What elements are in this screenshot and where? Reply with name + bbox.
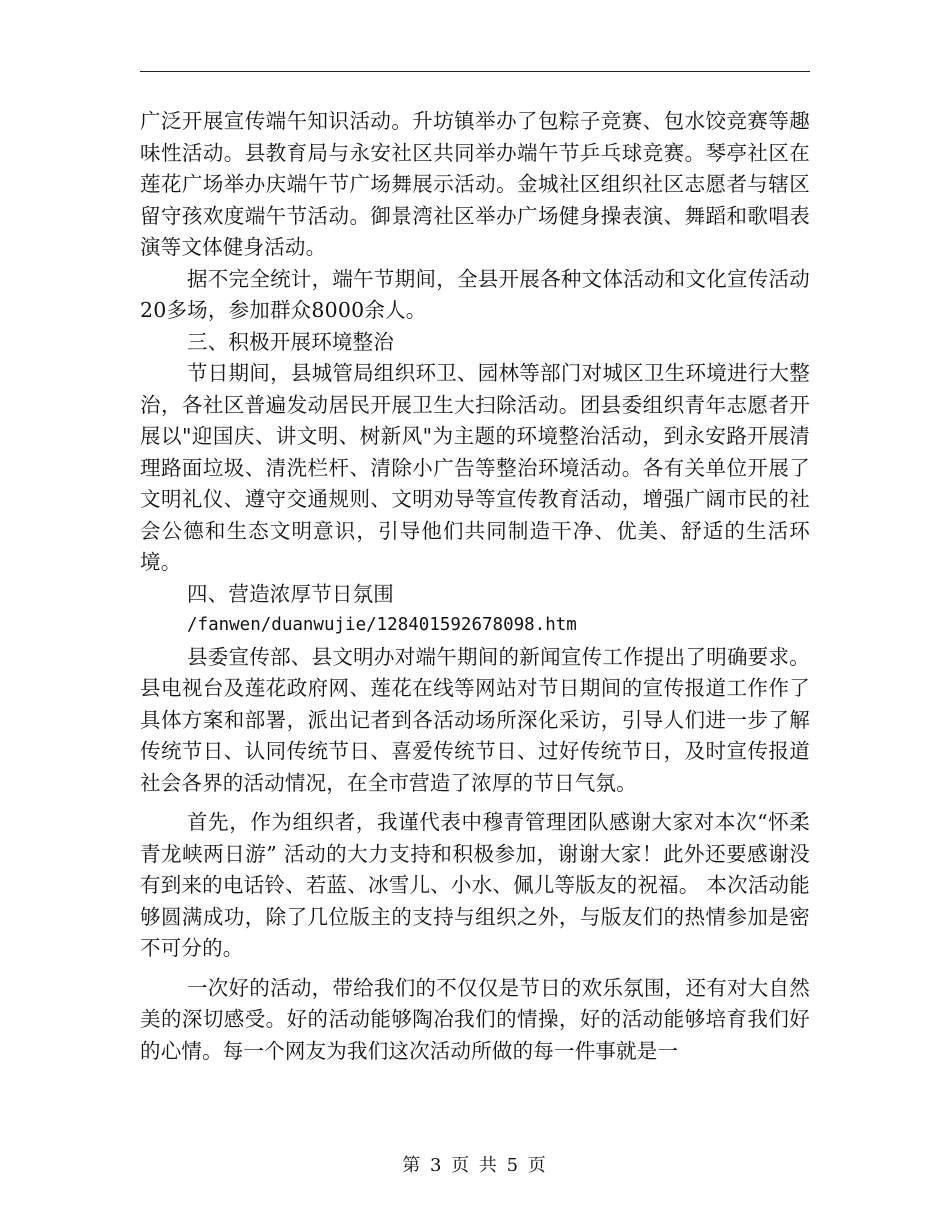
paragraph-environment: 节日期间，县城管局组织环卫、园林等部门对城区卫生环境进行大整治，各社区普遍发动居民开展卫生大扫除活动。团县委组织青年志愿者开展以"迎国庆、讲文明、树新风"为主题的环境整治活动，到永安路开展清理路面垃圾、清洗栏杆、清除小广告等整治环境活动。各有关单位开展了文明礼仪、遵守交通规则、文明劝导等宣传教育活动，增强广阔市民的社会公德和生态文明意识，引导他们共同制造干净、优美、舒适的生活环境。 <box>140 361 810 574</box>
header-rule <box>140 71 810 72</box>
paragraph-good-activity: 一次好的活动，带给我们的不仅仅是节日的欢乐氛围，还有对大自然美的深切感受。好的活动能够陶冶我们的情操，好的活动能够培育我们好的心情。每一个网友为我们这次活动所做的每一件事就是一 <box>140 975 810 1063</box>
paragraph-publicity: 县委宣传部、县文明办对端午期间的新闻宣传工作提出了明确要求。县电视台及莲花政府网、莲花在线等网站对节日期间的宣传报道工作作了具体方案和部署，派出记者到各活动场所深化采访，引导人们进一步了解传统节日、认同传统节日、喜爱传统节日、过好传统节日，及时宣传报道社会各界的活动情况，在全市营造了浓厚的节日气氛。 <box>140 644 810 795</box>
paragraph-thanks: 首先，作为组织者，我谨代表中穆青管理团队感谢大家对本次“怀柔青龙峡两日游” 活动的大力支持和积极参加，谢谢大家！此外还要感谢没有到来的电话铃、若蓝、冰雪儿、小水、佩儿等版友的祝福。 本次活动能够圆满成功，除了几位版主的支持与组织之外，与版友们的热情参加是密不可分的。 <box>140 810 810 960</box>
source-url-text: /fanwen/duanwujie/128401592678098.htm <box>187 615 577 635</box>
paragraph-statistics: 据不完全统计，端午节期间，全县开展各种文体活动和文化宣传活动20多场，参加群众8000余人。 <box>140 266 810 322</box>
document-body <box>140 106 810 1067</box>
page-number-footer: 第 3 页 共 5 页 <box>402 1155 548 1176</box>
paragraph-dragon-boat-activities: 广泛开展宣传端午知识活动。升坊镇举办了包粽子竞赛、包水饺竞赛等趣味性活动。县教育局与永安社区共同举办端午节乒乓球竞赛。琴亭社区在莲花广场举办庆端午节广场舞展示活动。金城社区组织社区志愿者与辖区留守孩欢度端午节活动。御景湾社区举办广场健身操表演、舞蹈和歌唱表演等文体健身活动。 <box>140 109 810 259</box>
section-heading-atmosphere: 四、营造浓厚节日氛围 <box>187 581 394 606</box>
section-heading-environment: 三、积极开展环境整治 <box>187 329 394 354</box>
